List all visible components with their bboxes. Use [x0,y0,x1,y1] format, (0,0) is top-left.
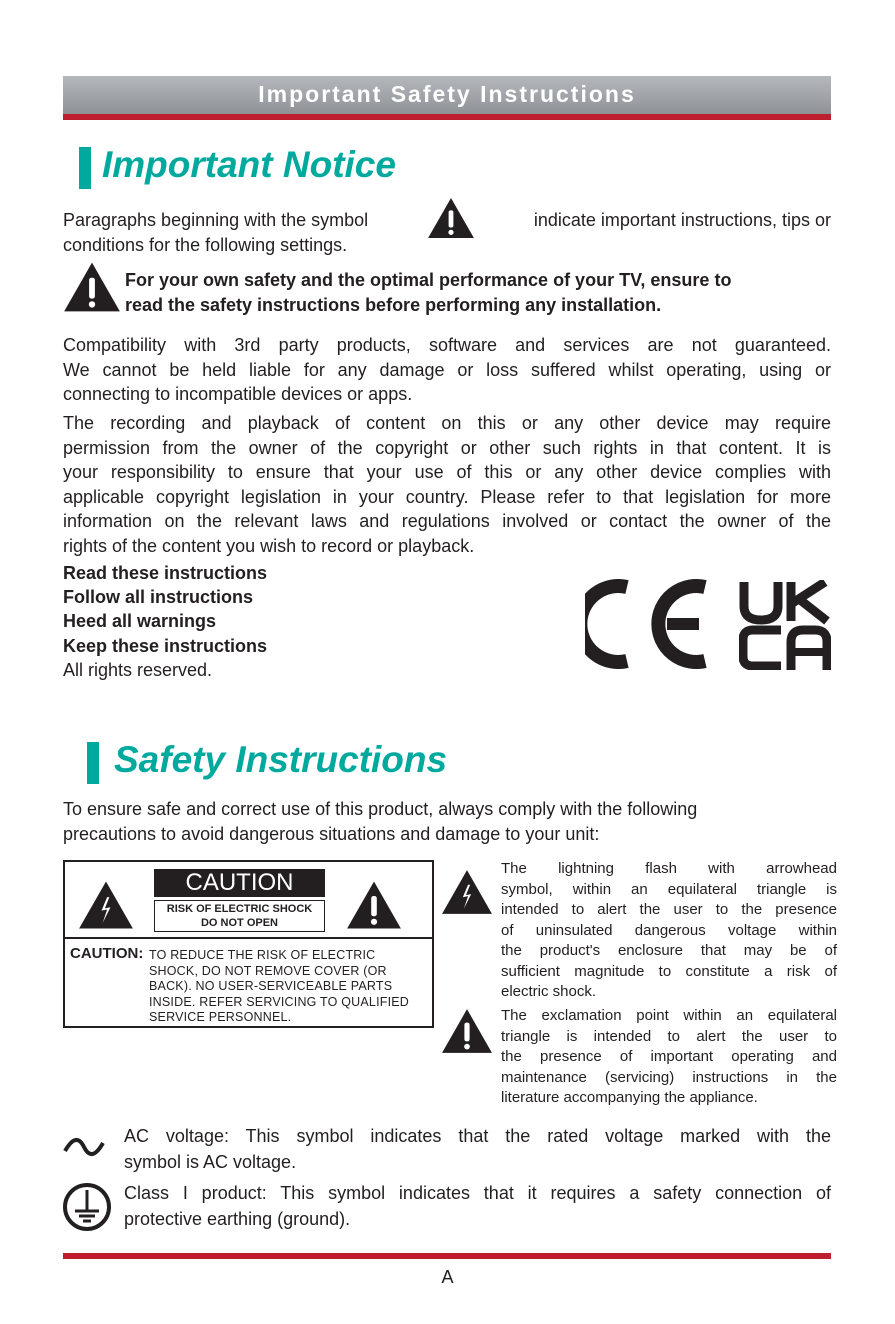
class-one-ground-icon [62,1181,112,1233]
text-line: literature accompanying the appliance. [501,1089,758,1106]
bold-item: Heed all warnings [63,611,217,631]
ce-mark-icon [585,579,715,669]
notice-intro-before: Paragraphs beginning with the symbol [63,210,369,230]
warning-triangle-icon [346,880,402,930]
section-marker [87,742,99,784]
footer-rule [63,1253,831,1259]
warning-triangle-icon [63,261,121,313]
text-line: precautions to avoid dangerous situations and damage to your unit: [63,823,600,844]
header-rule [63,114,831,120]
bold-item: Keep these instructions [63,636,268,656]
text-line: the product's enclosure that may be of [501,942,837,959]
bold-item: Follow all instructions [63,587,254,607]
text-line: AC voltage: This symbol indicates that the rated voltage marked with the [124,1126,831,1146]
page-header-title: Important Safety Instructions [258,81,636,107]
section-marker [79,147,91,189]
caution-sub-line-2: DO NOT OPEN [200,917,278,929]
text-line: The exclamation point within an equilateral [501,1007,837,1024]
exclamation-explanation [501,1006,837,1109]
lightning-triangle-icon [78,880,134,930]
text-line: applicable copyright legislation in your country. Please refer to that legislation for more [63,486,831,507]
text-line: rights of the content you wish to record or playback. [63,535,475,556]
caution-heading: CAUTION: [70,945,144,962]
caution-subtext [154,900,325,932]
text-line: Compatibility with 3rd party products, software and services are not guaranteed. [63,335,831,355]
text-line: sufficient magnitude to constitute a risk of [501,962,837,980]
text-line: triangle is intended to alert the user to [501,1027,837,1045]
text-line: permission from the owner of the copyright or other such rights in that content. It is [63,437,831,458]
section-title-notice: Important Notice [102,144,396,185]
warning-triangle-icon [441,1008,493,1054]
text-line: electric shock. [501,983,597,1000]
text-line: the presence of important operating and [501,1048,837,1065]
warning-line-2: read the safety instructions before performing any installation. [125,295,662,315]
text-line: TO REDUCE THE RISK OF ELECTRIC [149,948,376,962]
rights-text: All rights reserved. [63,660,213,680]
text-line: maintenance (servicing) instructions in the [501,1068,837,1086]
text-line: your responsibility to ensure that your use of this or any other device complies with [63,462,831,482]
text-line: SHOCK, DO NOT REMOVE COVER (OR [149,963,387,978]
ac-voltage-text [124,1123,831,1175]
text-line: To ensure safe and correct use of this product, always comply with the following [63,799,698,819]
ac-voltage-icon [63,1135,105,1159]
text-line: We cannot be held liable for any damage or loss suffered whilst operating, using or [63,359,831,380]
caution-label: CAUTION [154,869,325,897]
lightning-triangle-icon [441,869,493,915]
text-line: protective earthing (ground). [124,1209,351,1229]
text-line: SERVICE PERSONNEL. [149,1010,292,1024]
text-line: information on the relevant laws and regulations involved or contact the owner of the [63,511,831,531]
text-line: of uninsulated dangerous voltage within [501,921,837,939]
text-line: Class I product: This symbol indicates that it requires a safety connection of [124,1183,831,1203]
copyright-paragraph [63,411,831,558]
text-line: The lightning flash with arrowhead [501,860,837,877]
text-line: intended to alert the user to the presence [501,901,837,918]
bold-item: Read these instructions [63,563,268,583]
caution-sub-line-1: RISK OF ELECTRIC SHOCK [166,903,313,915]
notice-intro-after: indicate important instructions, tips or [533,210,831,230]
safety-intro [63,797,697,846]
notice-intro-line2: conditions for the following settings. [63,235,348,255]
caution-text [149,948,434,1026]
text-line: symbol, within an equilateral triangle is [501,880,837,898]
text-line: INSIDE. REFER SERVICING TO QUALIFIED [149,994,410,1009]
text-line: BACK). NO USER-SERVICEABLE PARTS [149,979,393,993]
page-number: A [441,1267,454,1287]
caution-divider [65,937,432,939]
lightning-explanation [501,859,837,1003]
ukca-mark-icon [739,580,831,670]
text-line: The recording and playback of content on this or any other device may require [63,413,831,433]
text-line: connecting to incompatible devices or apps. [63,384,413,404]
compatibility-paragraph [63,333,831,407]
text-line: symbol is AC voltage. [124,1152,297,1172]
warning-line-1: For your own safety and the optimal performance of your TV, ensure to [125,270,732,290]
class-one-text [124,1180,831,1232]
section-title-safety: Safety Instructions [114,739,448,780]
